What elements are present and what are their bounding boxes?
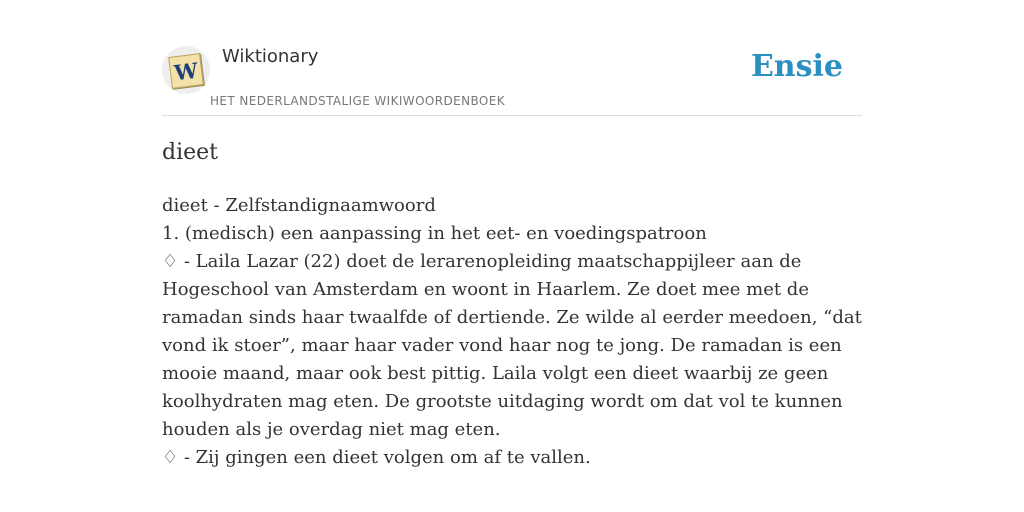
example-sentence: ♢ - Zij gingen een dieet volgen om af te vallen.	[162, 447, 591, 468]
example-sentence: ♢ - Laila Lazar (22) doet de lerarenopleiding maatschappijleer aan de Hogeschool van Amsterdam en woont in Haarlem. Ze doet mee met de ramadan sinds haar twaalfde of dertiende. Ze wilde al eerder meedoen, “dat vond ik stoer”, maar haar vader vond haar nog te jong. De ramadan is een mooie maand, maar ook best pittig. Laila volgt een dieet waarbij ze geen koolhydraten mag eten. De grootste uitdaging wordt om dat vol te kunnen houden als je overdag niet mag eten.	[162, 251, 862, 440]
part-of-speech-line: dieet - Zelfstandignaamwoord	[162, 195, 436, 216]
wiktionary-tile-icon	[168, 53, 204, 89]
ensie-brand-link[interactable]: Ensie	[750, 49, 843, 84]
site-name[interactable]: Wiktionary	[222, 46, 319, 67]
wiktionary-logo[interactable]	[162, 46, 210, 94]
logo-letter: W	[172, 57, 200, 85]
header-divider	[162, 115, 862, 116]
entry-headword: dieet	[162, 140, 218, 165]
definition-line: 1. (medisch) een aanpassing in het eet- en voedingspatroon	[162, 223, 707, 244]
entry-body	[162, 192, 862, 472]
site-tagline: HET NEDERLANDSTALIGE WIKIWOORDENBOEK	[210, 94, 506, 108]
